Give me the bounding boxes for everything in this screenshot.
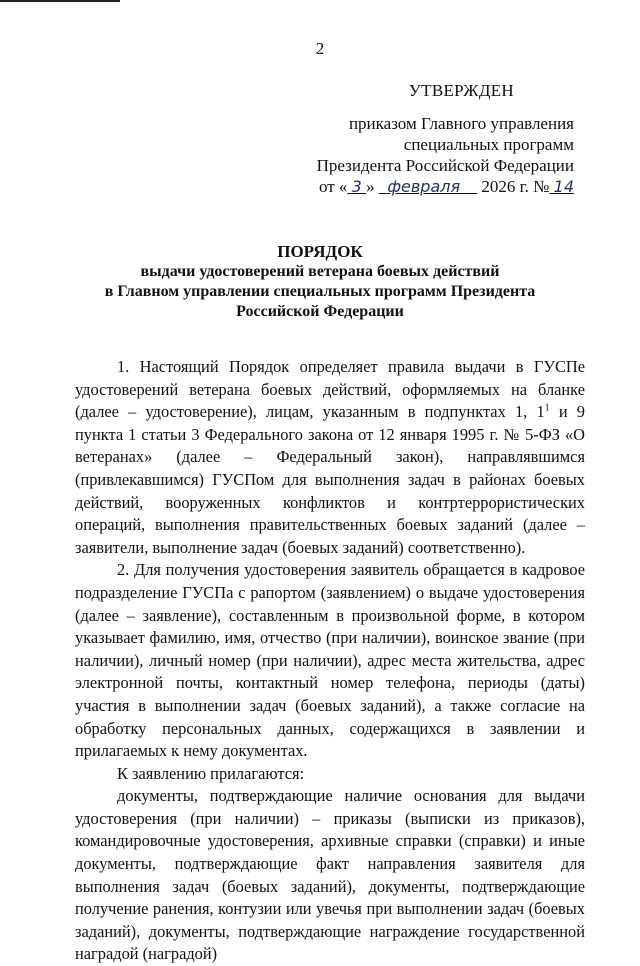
date-mid: » bbox=[366, 177, 375, 196]
approval-date-line bbox=[314, 176, 574, 197]
title-line-2: в Главном управлении специальных программ Президента bbox=[104, 283, 536, 300]
paragraph-1-superscript: 1 bbox=[544, 402, 550, 414]
date-year-number-label: 2026 г. № bbox=[481, 177, 550, 196]
order-number-handwritten: 14 bbox=[553, 177, 574, 196]
date-month-field bbox=[379, 177, 477, 196]
document-title-block bbox=[0, 242, 640, 322]
document-body bbox=[75, 356, 585, 966]
page-number: 2 bbox=[315, 39, 325, 58]
approval-heading: УТВЕРЖДЕН bbox=[408, 81, 514, 100]
approval-line-3: Президента Российской Федерации bbox=[316, 156, 574, 175]
date-day-field bbox=[347, 177, 366, 196]
date-day-handwritten: 3 bbox=[351, 177, 362, 196]
document-title: ПОРЯДОК bbox=[277, 242, 363, 261]
paragraph-2: 2. Для получения удостоверения заявитель обращается в кадровое подразделение ГУСПа с рапортом (заявлением) о выдаче удостоверения (далее – заявление), составленным в произвольной форме, в котором указывает фамилию, имя, отчество (при наличии), воинское звание (при наличии), личный номер (при наличии), адрес места жительства, адрес электронной почты, контактный номер телефона, периоды (даты) участия в выполнении задач (боевых заданий), а также согласие на обработку персональных данных, содержащихся в заявлении и прилагаемых к нему документах. bbox=[75, 560, 585, 761]
paragraph-1 bbox=[75, 356, 585, 559]
approval-line-2: специальных программ bbox=[403, 135, 574, 154]
approval-line-1: приказом Главного управления bbox=[348, 114, 574, 133]
order-number-field bbox=[549, 177, 574, 196]
approval-block bbox=[314, 80, 574, 197]
top-edge-line bbox=[0, 0, 120, 2]
date-month-handwritten: февраля bbox=[387, 177, 461, 196]
paragraph-3: К заявлению прилагаются: bbox=[117, 763, 305, 783]
title-line-1: выдачи удостоверений ветерана боевых действий bbox=[140, 263, 500, 280]
paragraph-4: документы, подтверждающие наличие основания для выдачи удостоверения (при наличии) – приказы (выписки из приказов), командировочные удостоверения, архивные справки (справки) и иные документы, подтверждающие факт направления заявителя для выполнения задач (боевых заданий), документы, подтверждающие получение ранения, контузии или увечья при выполнении задач (боевых заданий), документы, подтверждающие награждение государственной наградой (наградой) bbox=[75, 786, 585, 964]
paragraph-1-part-b: и 9 пункта 1 статьи 3 Федерального закона от 12 января 1995 г. № 5-ФЗ «О ветеранах» (далее – Федеральный закон), направлявшимся (привлекавшимся) ГУСПом для выполнения задач в районах боевых действий, вооруженных конфликтов и контртеррористических операций, выполнения правительственных боевых заданий (далее – заявители, выполнение задач (боевых заданий) соответственно). bbox=[75, 402, 585, 557]
title-line-3: Российской Федерации bbox=[236, 303, 404, 320]
paragraph-1-part-a: 1. Настоящий Порядок определяет правила выдачи в ГУСПе удостоверений ветерана боевых действий, оформляемых на бланке (далее – удостоверение), лицам, указанным в подпунктах 1, 1 bbox=[75, 357, 585, 422]
date-prefix: от « bbox=[318, 177, 348, 196]
